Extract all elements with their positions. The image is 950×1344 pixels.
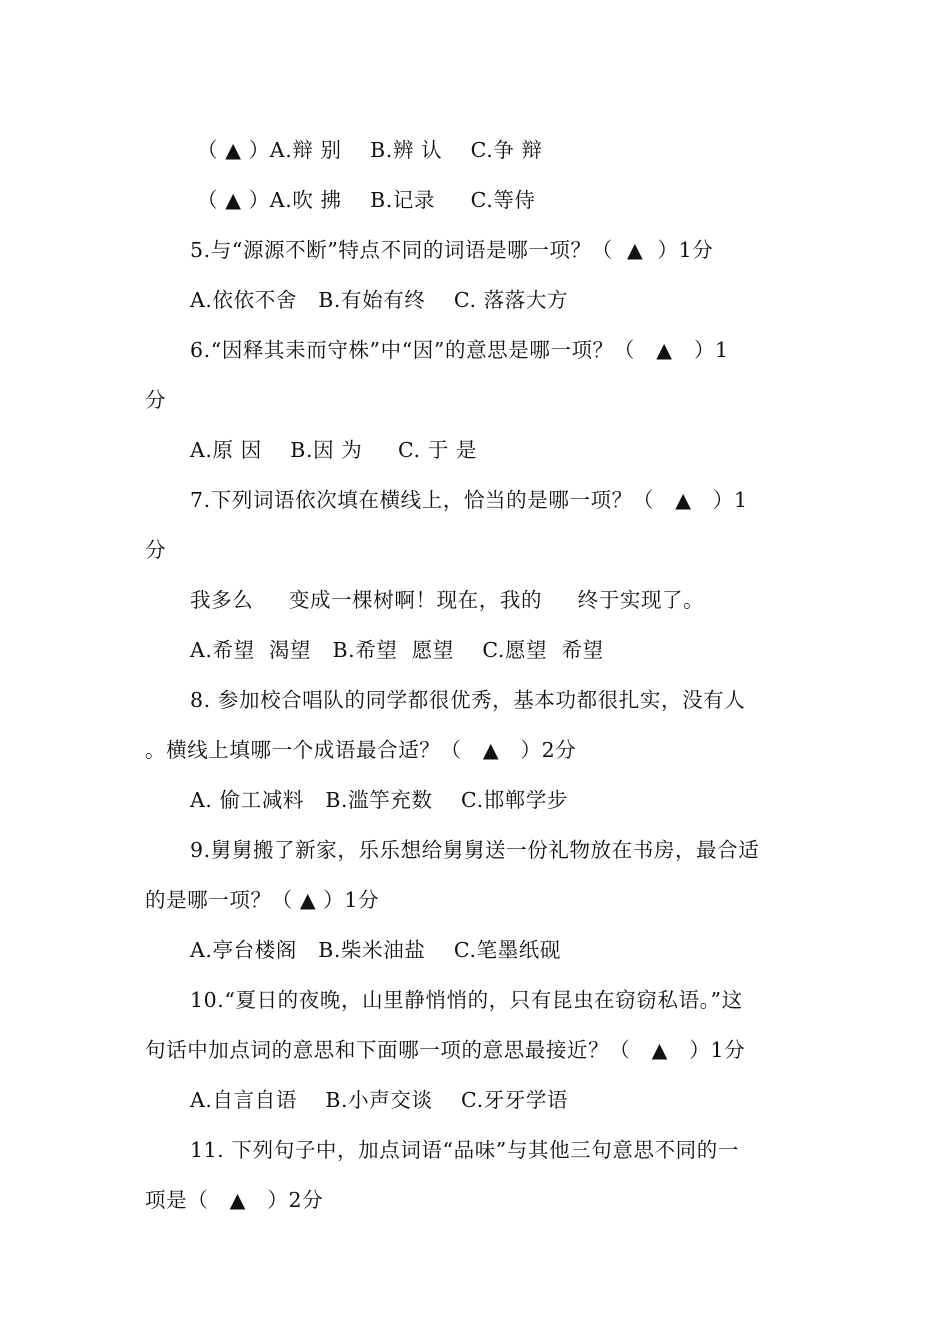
question-8-options: A. 偷工减料 B.滥竽充数 C.邯郸学步 [190,788,569,812]
question-9-options: A.亭台楼阁 B.柴米油盐 C.笔墨纸砚 [190,938,561,962]
question-10-options: A.自言自语 B.小声交谈 C.牙牙学语 [190,1088,569,1112]
question-7-sentence: 我多么 变成一棵树啊！现在，我的 终于实现了。 [190,588,705,612]
question-10: 10.“夏日的夜晚，山里静悄悄的，只有昆虫在窃窃私语。”这 [190,988,743,1012]
question-5-options: A.依依不舍 B.有始有终 C. 落落大方 [190,288,569,312]
question-6-continued: 分 [145,388,167,412]
question-9-continued: 的是哪一项？（ ▲ ）1分 [145,888,380,912]
question-9: 9.舅舅搬了新家，乐乐想给舅舅送一份礼物放在书房，最合适 [190,838,760,862]
question-6: 6.“因释其耒而守株”中“因”的意思是哪一项？（ ▲ ）1 [190,338,729,362]
question-7-options: A.希望 渴望 B.希望 愿望 C.愿望 希望 [190,638,604,662]
question-5: 5.与“源源不断”特点不同的词语是哪一项？（ ▲ ）1分 [190,238,714,262]
question-7: 7.下列词语依次填在横线上，恰当的是哪一项？（ ▲ ）1 [190,488,748,512]
question-11: 11. 下列句子中，加点词语“品味”与其他三句意思不同的一 [190,1138,739,1162]
option-row-spelling-1: （ ▲ ）A.辩 别 B.辨 认 C.争 辩 [197,138,543,162]
question-6-options: A.原 因 B.因 为 C. 于 是 [190,438,478,462]
option-row-spelling-2: （ ▲ ）A.吹 拂 B.记录 C.等侍 [197,188,536,212]
question-7-continued: 分 [145,538,167,562]
question-8: 8. 参加校合唱队的同学都很优秀，基本功都很扎实，没有人 [190,688,746,712]
question-10-continued: 句话中加点词的意思和下面哪一项的意思最接近？（ ▲ ）1分 [145,1038,746,1062]
question-8-continued: 。横线上填哪一个成语最合适？（ ▲ ）2分 [145,738,577,762]
question-11-continued: 项是（ ▲ ）2分 [145,1188,324,1212]
